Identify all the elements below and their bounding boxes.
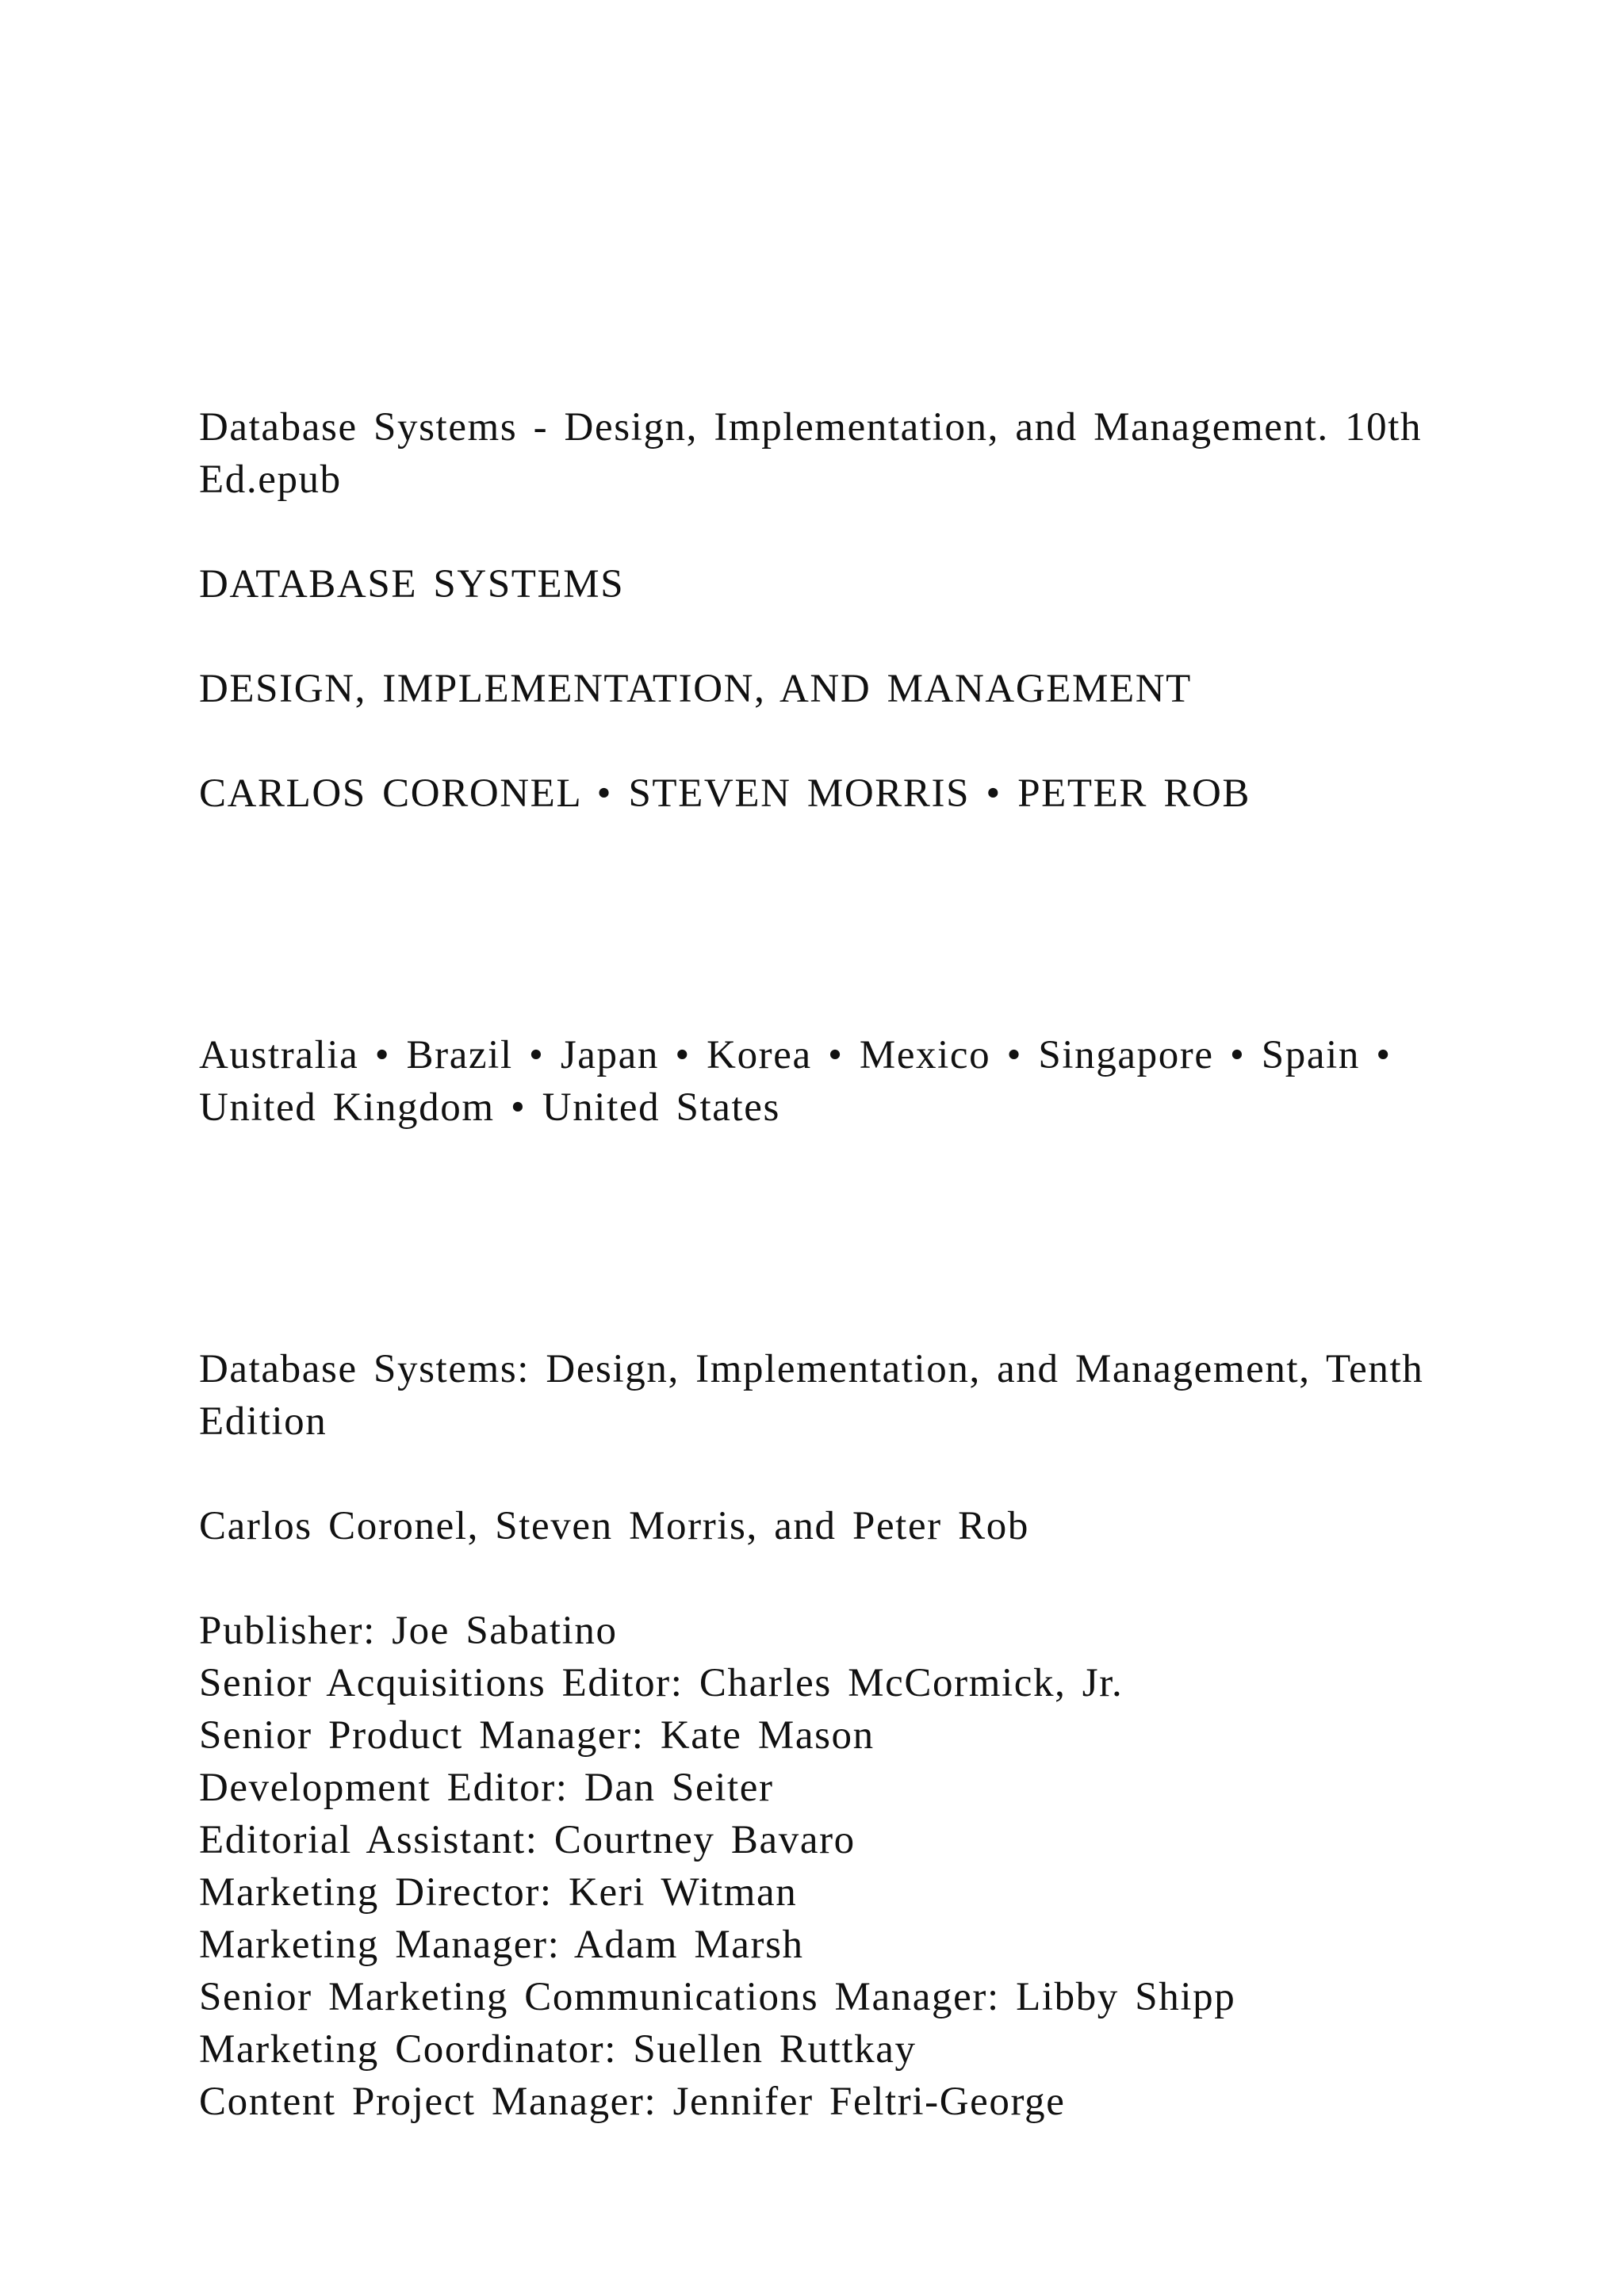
- credit-line: Senior Acquisitions Editor: Charles McCormick, Jr.: [199, 1661, 1124, 1705]
- document-body: [199, 401, 1436, 2128]
- credit-line: Editorial Assistant: Courtney Bavaro: [199, 1818, 856, 1862]
- authors-caps-line: CARLOS CORONEL • STEVEN MORRIS • PETER ROB: [199, 771, 1251, 816]
- credit-line: Content Project Manager: Jennifer Feltri-George: [199, 2080, 1066, 2124]
- credit-line: Senior Product Manager: Kate Mason: [199, 1713, 875, 1758]
- source-file-title: Database Systems - Design, Implementation, and Management. 10th Ed.epub: [199, 405, 1423, 502]
- book-title: DATABASE SYSTEMS: [199, 562, 625, 607]
- publisher-locations: Australia • Brazil • Japan • Korea • Mexico • Singapore • Spain • United Kingdom • United States: [199, 1033, 1392, 1130]
- credit-line: Publisher: Joe Sabatino: [199, 1609, 618, 1653]
- credit-line: Marketing Manager: Adam Marsh: [199, 1923, 804, 1967]
- credit-line: Marketing Director: Keri Witman: [199, 1870, 798, 1915]
- authors-line: Carlos Coronel, Steven Morris, and Peter Rob: [199, 1504, 1029, 1548]
- book-subtitle: DESIGN, IMPLEMENTATION, AND MANAGEMENT: [199, 667, 1192, 711]
- credit-line: Senior Marketing Communications Manager: Libby Shipp: [199, 1975, 1236, 2019]
- credit-line: Marketing Coordinator: Suellen Ruttkay: [199, 2027, 917, 2072]
- credits-list: [199, 1605, 1436, 2128]
- full-title: Database Systems: Design, Implementation, and Management, Tenth Edition: [199, 1347, 1424, 1444]
- credit-line: Development Editor: Dan Seiter: [199, 1766, 774, 1810]
